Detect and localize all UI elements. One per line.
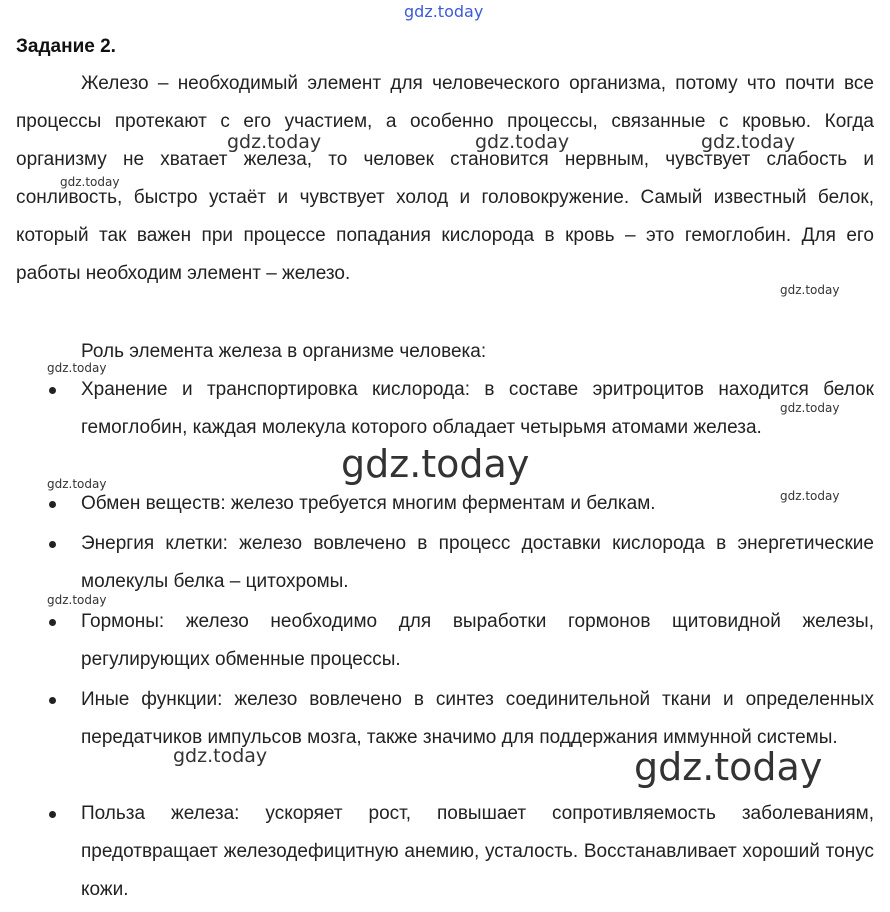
list-item — [0, 485, 874, 523]
list-item-text: Энергия клетки: железо вовлечено в процесс доставки кислорода в энергетические молекулы белка – цитохромы. — [81, 533, 874, 592]
watermark: gdz.today — [780, 283, 840, 297]
watermark: gdz.today — [634, 745, 823, 789]
watermark: gdz.today — [475, 131, 570, 153]
watermark: gdz.today — [60, 175, 120, 189]
bullet-icon — [49, 619, 56, 626]
list-item-text: Иные функции: железо вовлечено в синтез соединительной ткани и определенных передатчиков импульсов мозга, также значимо для поддержания иммунной системы. — [81, 689, 874, 748]
bullet-icon — [49, 541, 56, 548]
list-item — [0, 525, 874, 601]
bullet-icon — [49, 501, 56, 508]
list-item-text: Обмен веществ: железо требуется многим ферментам и белкам. — [81, 493, 656, 514]
watermark: gdz.today — [341, 442, 530, 486]
bullet-icon — [49, 387, 56, 394]
bullet-icon — [49, 697, 56, 704]
list-item — [0, 795, 874, 909]
list-intro: Роль элемента железа в организме человека: — [81, 341, 487, 362]
intro-paragraph: Железо – необходимый элемент для человеческого организма, потому что почти все процессы протекают с его участием, а особенно процессы, связанные с кровью. Когда организму не хватает железа, то человек становится нервным, чувствует слабость и сонливость, быстро устаёт и чувствует холод и головокружение. Самый известный белок, который так важен при процессе попадания кислорода в кровь – это гемоглобин. Для его работы необходим элемент – железо. — [16, 73, 874, 284]
watermark: gdz.today — [404, 2, 484, 21]
watermark: gdz.today — [701, 131, 796, 153]
watermark: gdz.today — [47, 593, 107, 607]
watermark: gdz.today — [47, 477, 107, 491]
task-title: Задание 2. — [16, 36, 116, 57]
watermark: gdz.today — [173, 745, 268, 767]
watermark: gdz.today — [780, 489, 840, 503]
list-item — [0, 603, 874, 679]
watermark: gdz.today — [47, 361, 107, 375]
watermark: gdz.today — [227, 131, 322, 153]
bullet-icon — [49, 811, 56, 818]
list-item-text: Гормоны: железо необходимо для выработки гормонов щитовидной железы, регулирующих обменные процессы. — [81, 611, 874, 670]
list-item-text: Хранение и транспортировка кислорода: в составе эритроцитов находится белок гемоглобин, каждая молекула которого обладает четырьмя атомами железа. — [81, 379, 874, 438]
list-item-text: Польза железа: ускоряет рост, повышает сопротивляемость заболеваниям, предотвращает железодефицитную анемию, усталость. Восстанавливает хороший тонус кожи. — [81, 803, 874, 900]
watermark: gdz.today — [780, 401, 840, 415]
